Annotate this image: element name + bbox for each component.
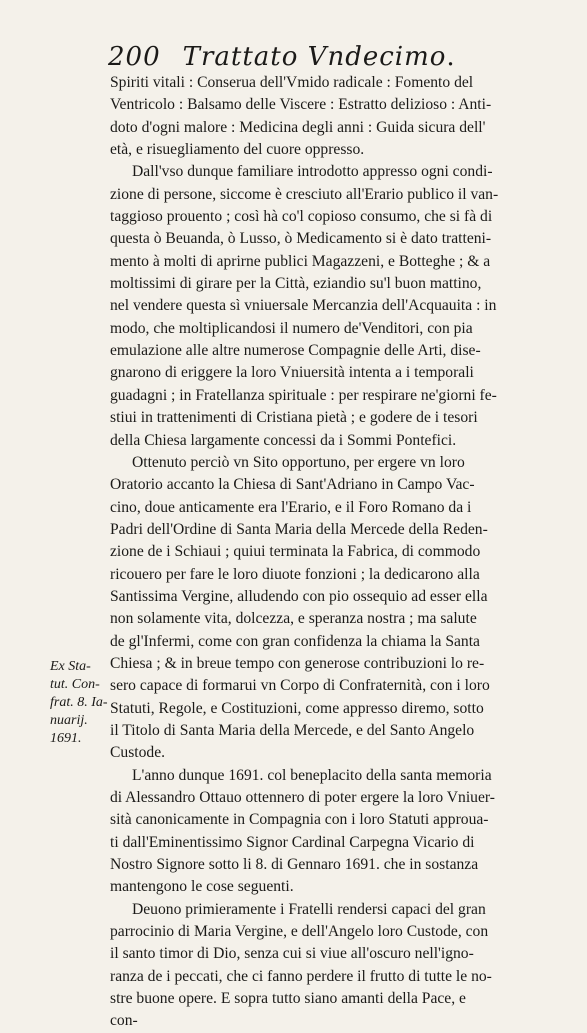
text-line: Dall'vso dunque familiare introdotto appresso ogni condi- xyxy=(132,163,493,181)
text-line: emulazione alle altre numerose Compagnie delle Arti, dise- xyxy=(110,342,481,360)
text-line: ricouero per fare le loro diuote fonzioni ; la dedicarono alla xyxy=(110,565,480,583)
text-line: Statuti, Regole, e Costituzioni, come appresso diremo, sotto xyxy=(110,699,484,717)
text-line: L'anno dunque 1691. col beneplacito della santa memoria xyxy=(132,766,492,784)
text-line: Custode. xyxy=(110,744,166,762)
text-line: ti dall'Eminentissimo Signor Cardinal Carpegna Vicario di xyxy=(110,833,475,851)
text-line: Oratorio accanto la Chiesa di Sant'Adriano in Campo Vac- xyxy=(110,476,475,494)
text-line: il santo timor di Dio, senza cui si viue all'oscuro nell'igno- xyxy=(110,945,474,963)
text-line: guadagni ; in Fratellanza spirituale : per respirare ne'giorni fe- xyxy=(110,386,497,404)
text-line: gnarono di eriggere la loro Vniuersità intenta a i temporali xyxy=(110,364,474,382)
text-line: della Chiesa largamente concessi da i Sommi Pontefici. xyxy=(110,431,457,449)
text-line: Ottenuto perciò vn Sito opportuno, per ergere vn loro xyxy=(132,453,465,471)
text-line: questa ò Beuanda, ò Lusso, ò Medicamento si è dato tratteni- xyxy=(110,230,492,248)
text-line: Deuono primieramente i Fratelli rendersi capaci del gran xyxy=(132,900,486,918)
marginal-note-line: frat. 8. Ia- xyxy=(50,695,108,710)
text-line: taggioso prouento ; così hà co'l copioso consumo, che si fà di xyxy=(110,208,493,226)
text-line: Nostro Signore sotto li 8. di Gennaro 1691. che in sostanza xyxy=(110,856,479,874)
marginal-note-line: Ex Sta- xyxy=(50,659,91,674)
running-title: Trattato Vndecimo xyxy=(182,42,447,72)
text-line: de gl'Infermi, come con gran confidenza la chiama la Santa xyxy=(110,632,480,650)
marginal-note xyxy=(50,658,112,748)
text-line: Santissima Vergine, alludendo con pio ossequio ad esser ella xyxy=(110,587,488,605)
text-line: stiui in trattenimenti di Cristiana pietà ; e godere de i tesori xyxy=(110,409,478,427)
text-line: moltissimi di girare per la Città, eziandio su'l buon mattino, xyxy=(110,275,482,293)
text-line: mantengono le cose seguenti. xyxy=(110,878,294,896)
marginal-note-line: nuarij. xyxy=(50,713,88,728)
page-header xyxy=(108,42,548,76)
text-line: il Titolo di Santa Maria della Mercede, e del Santo Angelo xyxy=(110,721,475,739)
marginal-note-line: tut. Con- xyxy=(50,677,100,692)
text-line: stre buone opere. E sopra tutto siano amanti della Pace, e xyxy=(110,990,466,1008)
text-line: sità canonicamente in Compagnia con i loro Statuti approua- xyxy=(110,811,489,829)
text-line: doto d'ogni malore : Medicina degli anni : Guida sicura dell' xyxy=(110,118,486,136)
text-line: zione de i Schiaui ; quiui terminata la Fabrica, di commodo xyxy=(110,543,481,561)
text-line: Spiriti vitali : Conserua dell'Vmido radicale : Fomento del xyxy=(110,74,474,91)
text-line: cino, doue anticamente era l'Erario, e il Foro Romano da i xyxy=(110,498,472,516)
text-line: età, e risuegliamento del cuore oppresso. xyxy=(110,141,365,159)
running-title-dot: . xyxy=(446,42,455,72)
text-line: nel vendere questa sì vniuersale Mercanzia dell'Acquauita : in xyxy=(110,297,497,315)
text-line: mento à molti di aprirne publici Magazzeni, e Botteghe ; & a xyxy=(110,252,491,270)
text-line: modo, che moltiplicandosi il numero de'Venditori, con pia xyxy=(110,319,473,337)
text-line: Ventricolo : Balsamo delle Viscere : Estratto delizioso : Anti- xyxy=(110,96,492,114)
text-line: sero capace di formarui vn Corpo di Confraternità, con i loro xyxy=(110,677,490,695)
text-line: zione di persone, siccome è cresciuto all'Erario publico il van- xyxy=(110,185,499,203)
main-text xyxy=(110,72,547,1033)
page-number: 200 xyxy=(108,42,161,72)
text-line: Chiesa ; & in breue tempo con generose contribuzioni lo re- xyxy=(110,654,485,672)
text-line: con- xyxy=(110,1012,138,1030)
text-line: Padri dell'Ordine di Santa Maria della Mercede della Reden- xyxy=(110,520,488,538)
marginal-note-line: 1691. xyxy=(50,731,82,746)
text-line: di Alessandro Ottauo ottennero di poter ergere la loro Vniuer- xyxy=(110,789,495,806)
text-line: parrocinio di Maria Vergine, e dell'Angelo loro Custode, con xyxy=(110,923,489,941)
text-line: non solamente vita, dolcezza, e speranza nostra ; ma salute xyxy=(110,610,477,628)
text-line: ranza de i peccati, che ci fanno perdere il frutto di tutte le no- xyxy=(110,967,492,985)
